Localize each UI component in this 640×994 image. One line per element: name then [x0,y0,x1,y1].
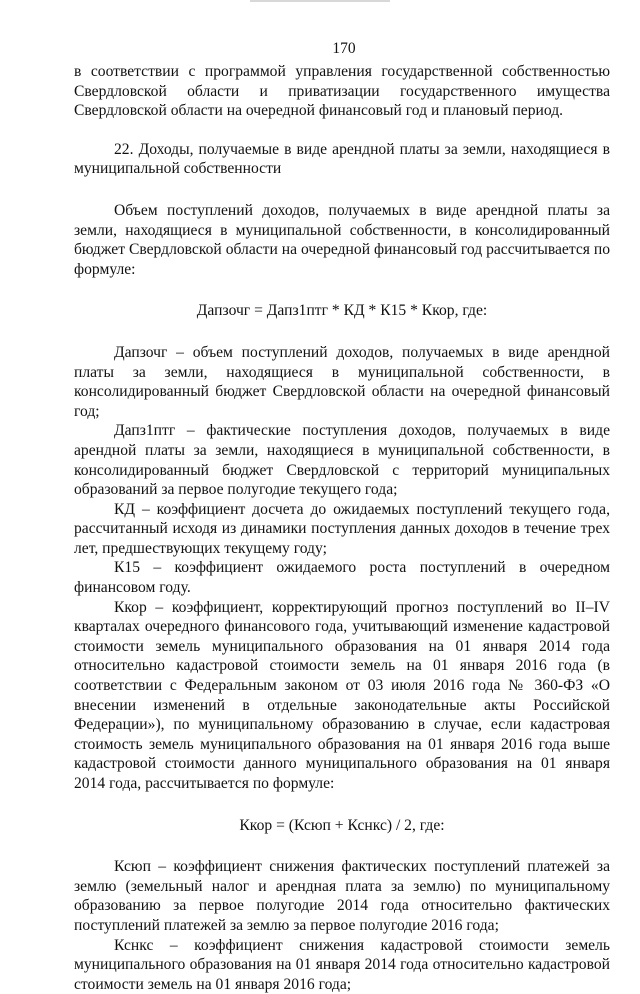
definition-ksnzp: Ксюп – коэффициент снижения фактических поступлений платежей за землю (земельный налог и арендная плата за землю) по муниципальному образованию за первое полугодие 2014 года относительно фактических поступлений платежей за землю за первое полугодие 2016 года; [74,858,610,934]
paragraph-intro: Объем поступлений доходов, получаемых в виде арендной платы за земли, находящиеся в муниципальной собственности, в консолидированный бюджет Свердловской области на очередной финансовый год рассчитывается по формуле: [74,201,610,278]
definition-kkor: Ккор – коэффициент, корректирующий прогноз поступлений во II–IV кварталах очередного финансового года, учитывающий изменение кадастровой стоимости земель муниципального образования на 01 января 2014 года относительно кадастровой стоимости земель на 01 января 2016 года (в соответствии с Федеральным законом от 03 июля 2016 года № 360-ФЗ «О внесении изменений в отдельные законодательные акты Российской Федерации»), по муниципальному образованию в случае, если кадастровая стоимость земель муниципального образования на 01 января 2016 года выше кадастровой стоимости данного муниципального образования на 01 января 2014 года, рассчитывается по формуле: [74,598,610,792]
formula-kkor: Ккор = (Ксюп + Кснкс) / 2, где: [239,816,445,834]
section-heading: 22. Доходы, получаемые в виде арендной платы за земли, находящиеся в муниципальной собственности [74,140,610,178]
definition-k15: К15 – коэффициент ожидаемого роста поступлений в очередном финансовом году. [74,559,610,597]
page-number: 170 [332,40,356,57]
definition-kd: КД – коэффициент досчета до ожидаемых поступлений текущего года, рассчитанный исходя из динамики поступления данных доходов в течение трех лет, предшествующих текущему году; [74,500,610,557]
definition-ksnks: Кснкс – коэффициент снижения кадастровой стоимости земель муниципального образования на 01 января 2014 года относительно кадастровой стоимости земель на 01 января 2016 года; [74,936,610,993]
scan-artifact [250,0,390,2]
formula-main: Дапзочг = Дапз1птг * КД * К15 * Ккор, где: [196,302,488,320]
definition-dapzochg: Дапзочг – объем поступлений доходов, получаемых в виде арендной платы за земли, находящиеся в муниципальной собственности, в консолидированный бюджет Свердловской области на очередной финансовый год; [74,343,610,420]
paragraph-continuation: в соответствии с программой управления государственной собственностью Свердловской области и приватизации государственного имущества Свердловской области на очередной финансовый год и плановый период. [74,63,610,120]
definition-dapz1ptg: Дапз1птг – фактические поступления доходов, получаемых в виде арендной платы за земли, находящиеся в муниципальной собственности, в консолидированный бюджет Свердловской с территорий муниципальных образований за первое полугодие текущего года; [74,422,610,499]
